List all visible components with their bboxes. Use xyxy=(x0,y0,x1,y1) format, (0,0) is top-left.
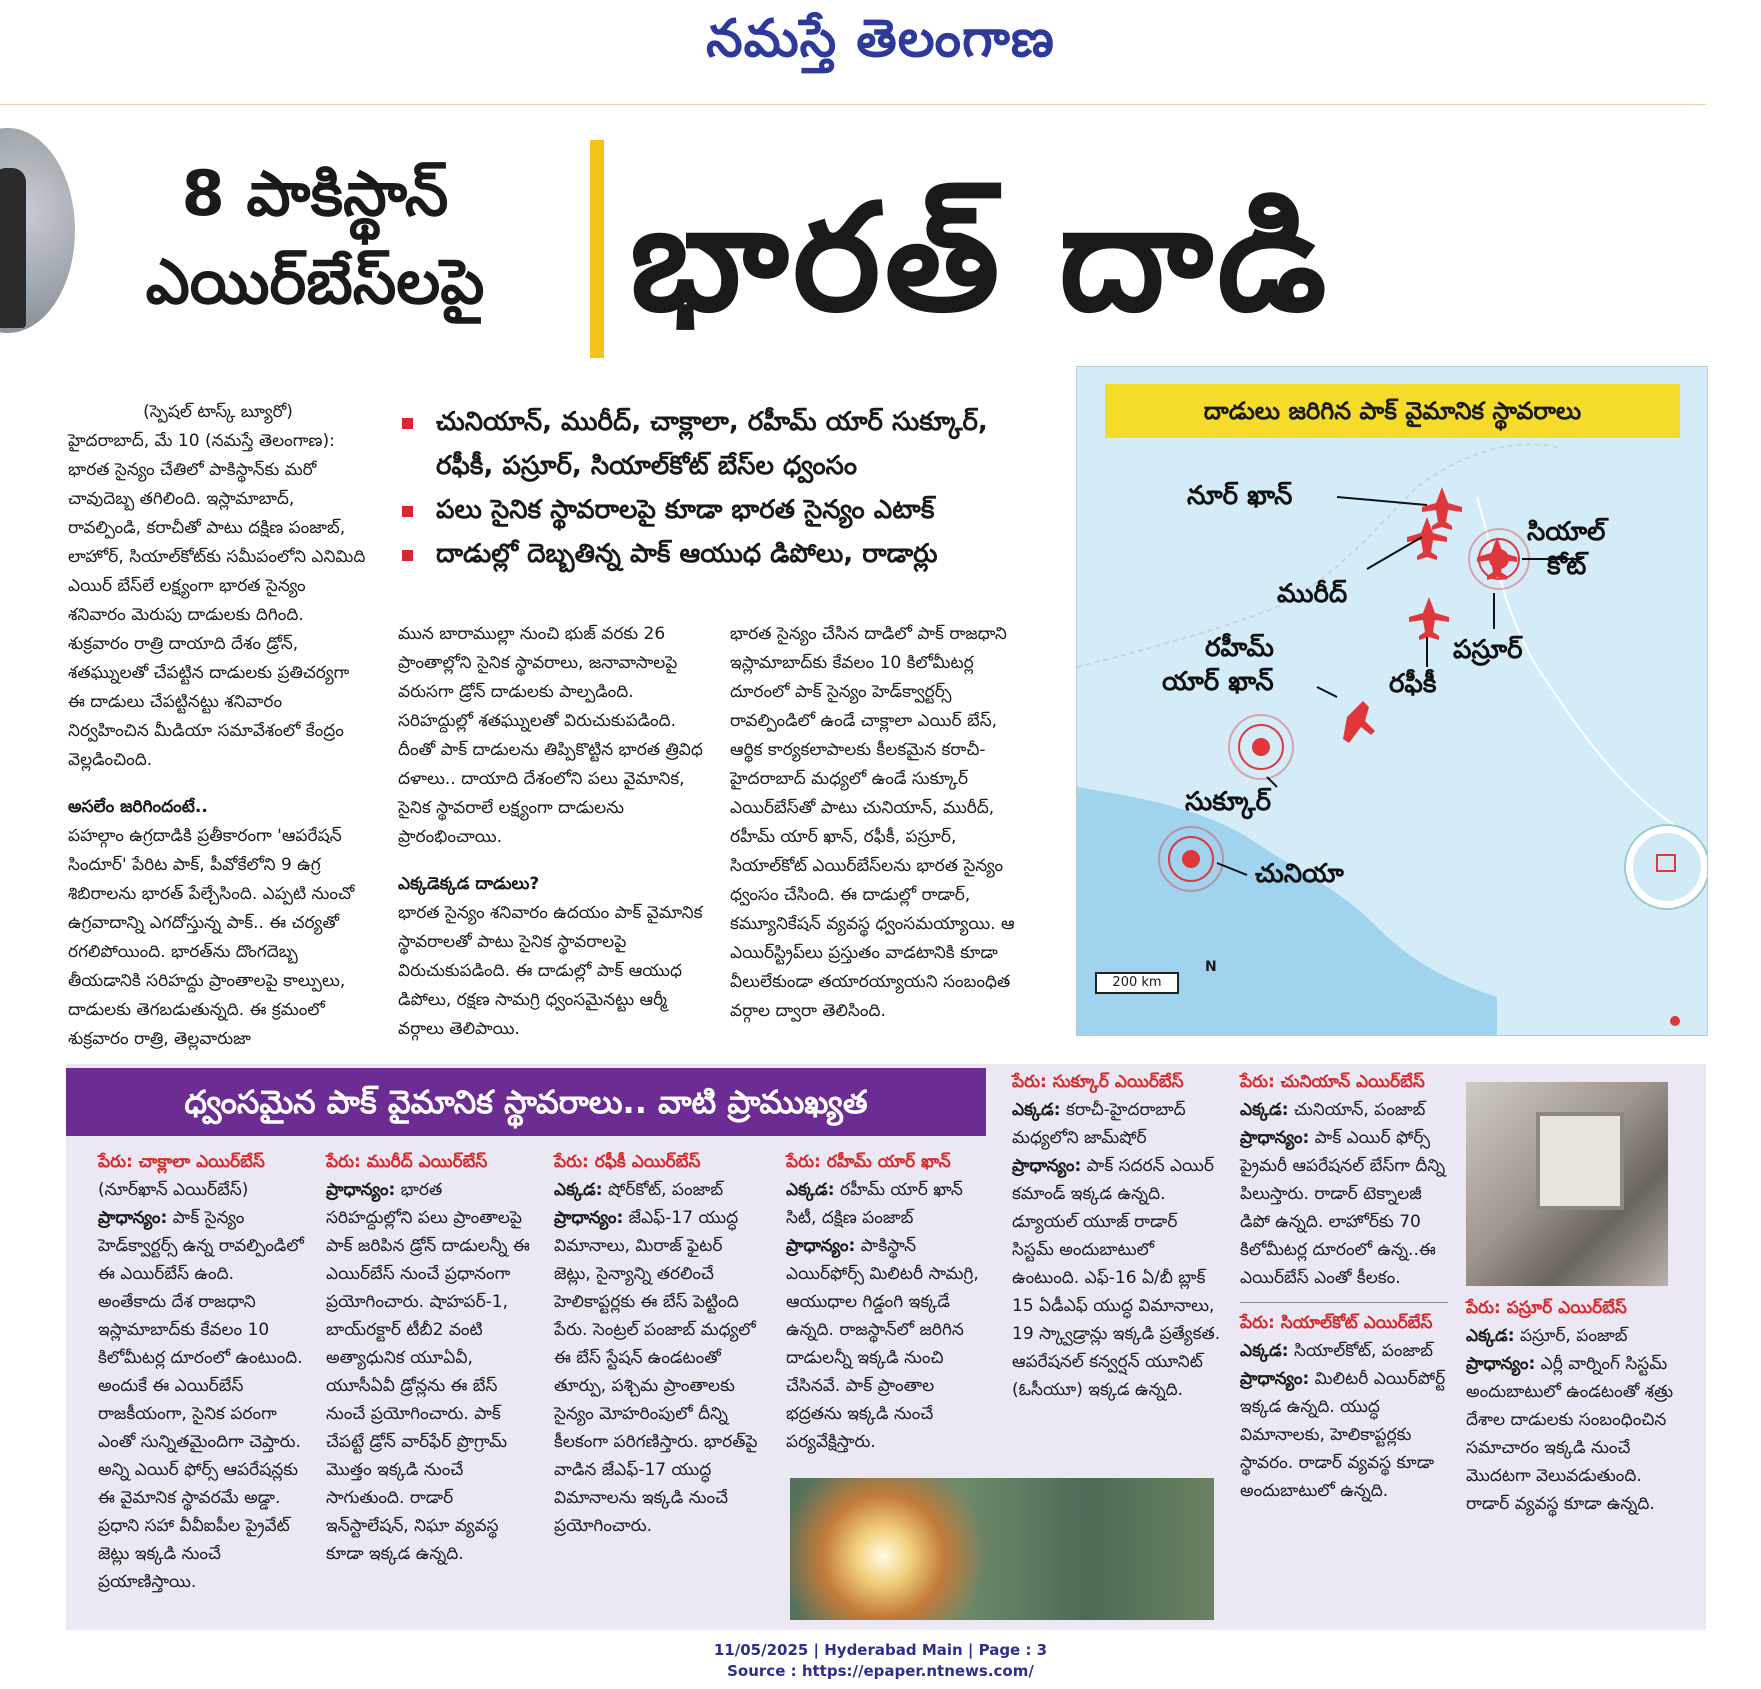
key-point: పలు సైనిక స్థావరాలపై కూడా భారత సైన్యం ఎటాక్ xyxy=(398,488,1038,532)
base-location: పస్రూర్, పంజాబ్ xyxy=(1519,1326,1628,1346)
column-divider xyxy=(1240,1302,1448,1303)
base-alias: (నూర్‌ఖాన్ ఎయిర్‌బేస్) xyxy=(98,1180,249,1200)
importance-label: ప్రాధాన్యం: xyxy=(1240,1369,1310,1389)
location-label: ఎక్కడ: xyxy=(1240,1341,1289,1361)
base-location: రహీమ్ యార్ ఖాన్ సిటీ, దక్షిణ పంజాబ్ xyxy=(786,1180,963,1228)
base-murid xyxy=(326,1148,534,1568)
base-pasrur xyxy=(1466,1294,1678,1518)
airbase-map xyxy=(1076,366,1708,1036)
lead-paragraph-1: హైదరాబాద్, మే 10 (నమస్తే తెలంగాణ): భారత సైన్యం చేతిలో పాకిస్థాన్‌కు మరో చావుదెబ్బ తగిలింది. ఇస్లామాబాద్, రావల్పిండి, కరాచీతో పాటు దక్షిణ పంజాబ్, లాహోర్, సియాల్‌కోట్‌కు సమీపంలోని ఎనిమిది ఎయిర్ బేస్‌లే లక్ష్యంగా భారత సైన్యం శనివారం మెరుపు దాడులకు దిగింది. శుక్రవారం రాత్రి దాయాది దేశం డ్రోన్, శతఘ్నులతో చేపట్టిన దాడులకు ప్రతిచర్యగా ఈ దాడులు చేపట్టినట్టు శనివారం నిర్వహించిన మీడియా సమావేశంలో కేంద్రం వెల్లడించింది. xyxy=(68,431,366,770)
key-points xyxy=(398,400,1038,576)
byline: (స్పెషల్ టాస్క్ బ్యూరో) xyxy=(143,402,293,422)
map-label-rahim: రహీమ్ xyxy=(1205,633,1274,663)
lead-paragraph-2: పహల్గాం ఉగ్రదాడికి ప్రతీకారంగా 'ఆపరేషన్ సిందూర్' పేరిట పాక్, పీవోకేలోని 9 ఉగ్ర శిబిరాలను భారత్ పేల్చేసింది. ఎప్పటి నుంచో ఉగ్రవాదాన్ని ఎగదోస్తున్న పాక్.. ఈ చర్యతో రగలిపోయింది. భారత్‌ను దొంగదెబ్బ తీయడానికి సరిహద్దు ప్రాంతాలపై కాల్పులు, దాడులకు తెగబడుతున్నది. ఈ క్రమంలో శుక్రవారం రాత్రి, తెల్లవారుజా xyxy=(68,826,355,1049)
base-chaklala xyxy=(98,1148,306,1596)
location-label: ఎక్కడ: xyxy=(554,1180,603,1200)
base-name: పేరు: చాక్లాలా ఎయిర్‌బేస్ xyxy=(98,1152,265,1172)
map-title: దాడులు జరిగిన పాక్ వైమానిక స్థావరాలు xyxy=(1105,384,1680,438)
base-importance: మిలిటరీ ఎయిర్‌పోర్ట్ ఇక్కడ ఉన్నది. యుద్ధ విమానాలకు, హెలికాప్టర్లకు స్థావరం. రాడార్ వ్యవస్థ కూడా అందుబాటులో ఉన్నది. xyxy=(1240,1369,1446,1501)
map-label-rahim-2: యార్ ఖాన్ xyxy=(1162,667,1274,697)
base-location: సియాల్‌కోట్, పంజాబ్ xyxy=(1293,1341,1434,1361)
base-chunian xyxy=(1240,1068,1448,1505)
north-arrow: N xyxy=(1205,959,1217,975)
base-name: పేరు: రఫీకీ ఎయిర్‌బేస్ xyxy=(554,1152,701,1172)
location-label: ఎక్కడ: xyxy=(786,1180,835,1200)
base-importance: ఎర్లీ వార్నింగ్ సిస్టమ్ అందుబాటులో ఉండటంతో శత్రు దేశాల దాడులకు సంబంధించిన సమాచారం ఇక్కడి నుంచే మొదటగా వెలువడుతుంది. రాడార్ వ్యవస్థ కూడా ఉన్నది. xyxy=(1466,1354,1674,1514)
map-label-sukkur: సుక్కూర్ xyxy=(1185,787,1271,817)
masthead-rule xyxy=(0,104,1706,105)
map-label-rafiki: రఫీకీ xyxy=(1389,669,1437,699)
base-importance: భారత సరిహద్దుల్లోని పలు ప్రాంతాలపై పాక్ జరిపిన డ్రోన్ దాడులన్నీ ఈ ఎయిర్‌బేస్ నుంచే ప్రధానంగా ప్రయోగించారు. షాహపర్-1, బాయ్‌రక్టార్ టీబీ2 వంటి అత్యాధునిక యూఏవీ, యూసీఏవీ డ్రోన్లను ఈ బేస్ నుంచే ప్రయోగించారు. పాక్ చేపట్టే డ్రోన్ వార్‌ఫేర్ ప్రొగ్రామ్ మొత్తం ఇక్కడి నుంచే సాగుతుంది. రాడార్ ఇన్‌స్టాలేషన్, నిఘా వ్యవస్థ కూడా ఇక్కడ ఉన్నది. xyxy=(326,1180,530,1564)
damaged-building-photo xyxy=(1466,1082,1668,1286)
map-label-pasrur: పస్రూర్ xyxy=(1453,635,1523,665)
lead-paragraph-3: మున బారాముల్లా నుంచి భుజ్ వరకు 26 ప్రాంతాల్లోని సైనిక స్థావరాలు, జనావాసాలపై వరుసగా డ్రోన్ దాడులకు పాల్పడింది. సరిహద్దుల్లో శతఘ్నులతో విరుచుకుపడింది. దీంతో పాక్ దాడులను తిప్పికొట్టిన భారత త్రివిధ దళాలు.. దాయాది దేశంలోని పలు వైమానిక, సైనిక స్థావరాలే లక్ష్యంగా దాడులను ప్రారంభించాయి. xyxy=(398,624,703,847)
location-label: ఎక్కడ: xyxy=(1466,1326,1515,1346)
map-graphic xyxy=(1077,367,1707,1035)
masthead-logo: నమస్తే తెలంగాణ xyxy=(706,8,1055,69)
map-label-sialkot: సియాల్ xyxy=(1527,517,1606,547)
sub-headline-line-2: ఎయిర్‌బేస్‌లపై xyxy=(145,245,485,318)
importance-label: ప్రాధాన్యం: xyxy=(1466,1354,1536,1374)
importance-label: ప్రాధాన్యం: xyxy=(1240,1128,1310,1148)
sub-headline xyxy=(80,150,550,326)
base-importance: జేఎఫ్-17 యుద్ధ విమానాలు, మిరాజ్ ఫైటర్ జెట్లు, సైన్యాన్ని తరలించే హెలికాప్టర్లకు ఈ బేస్ పెట్టింది పేరు. సెంట్రల్ పంజాబ్ మధ్యలో ఈ బేస్ స్టేషన్ ఉండటంతో తూర్పు, పశ్చిమ ప్రాంతాలకు సైన్యం మోహరింపులో దీన్ని కీలకంగా పరిగణిస్తారు. భారత్‌పై వాడిన జేఎఫ్-17 యుద్ధ విమానాలను ఇక్కడి నుంచే ప్రయోగించారు. xyxy=(554,1208,758,1536)
base-rafiki xyxy=(554,1148,762,1540)
importance-label: ప్రాధాన్యం: xyxy=(1012,1156,1082,1176)
base-sukkur xyxy=(1012,1068,1222,1404)
base-location: షోర్‌కోట్, పంజాబ్ xyxy=(607,1180,724,1200)
importance-label: ప్రాధాన్యం: xyxy=(98,1208,168,1228)
map-label-chunian: చునియా xyxy=(1255,859,1344,889)
base-name: పేరు: మురీద్ ఎయిర్‌బేస్ xyxy=(326,1152,488,1172)
page-footer xyxy=(0,1640,1761,1682)
key-point: దాడుల్లో దెబ్బతిన్న పాక్ ఆయుధ డిపోలు, రాడార్లు xyxy=(398,532,1038,576)
base-name: పేరు: చునియాన్ ఎయిర్‌బేస్ xyxy=(1240,1072,1425,1092)
importance-label: ప్రాధాన్యం: xyxy=(326,1180,396,1200)
base-name: పేరు: పస్రూర్ ఎయిర్‌బేస్ xyxy=(1466,1298,1627,1318)
main-headline: భారత్ దాడి xyxy=(630,172,1331,344)
base-name: పేరు: సుక్కూర్ ఎయిర్‌బేస్ xyxy=(1012,1072,1184,1092)
explosion-photo xyxy=(790,1478,1214,1620)
location-label: ఎక్కడ: xyxy=(1240,1100,1289,1120)
lead-column-1 xyxy=(68,398,368,1054)
base-name: పేరు: రహీమ్ యార్ ఖాన్ xyxy=(786,1152,951,1172)
base-location: కరాచీ-హైదరాబాద్ మధ్యలోని జామ్‌షోర్ xyxy=(1012,1100,1186,1148)
soldier-photo xyxy=(0,128,75,333)
jet-icons xyxy=(1343,487,1517,743)
key-point: చునియాన్, మురీద్, చాక్లాలా, రహీమ్ యార్ సుక్కూర్, రఫీకీ, పస్రూర్, సియాల్‌కోట్ బేస్‌ల ధ్వంసం xyxy=(398,400,1038,488)
lead-column-3 xyxy=(730,620,1030,1026)
base-importance: పాక్ సైన్యం హెడ్‌క్వార్టర్స్ ఉన్న రావల్పిండిలో ఈ ఎయిర్‌బేస్ ఉంది. అంతేకాదు దేశ రాజధాని ఇస్లామాబాద్‌కు కేవలం 10 కిలోమీటర్ల దూరంలో ఉంటుంది. అందుకే ఈ ఎయిర్‌బేస్ రాజకీయంగా, సైనిక పరంగా ఎంతో సున్నితమైందిగా చెప్తారు. అన్ని ఎయిర్ ఫోర్స్ ఆపరేషన్లకు ఈ వైమానిక స్థావరమే అడ్డా. ప్రధాని సహా వీవీఐపీల ప్రైవేట్ జెట్లు ఇక్కడి నుంచే ప్రయాణిస్తాయి. xyxy=(98,1208,304,1592)
map-scale: 200 km xyxy=(1095,972,1179,994)
base-name: పేరు: సియాల్‌కోట్ ఎయిర్‌బేస్ xyxy=(1240,1313,1433,1333)
lead-paragraph-5: భారత సైన్యం చేసిన దాడిలో పాక్ రాజధాని ఇస్లామాబాద్‌కు కేవలం 10 కిలోమీటర్ల దూరంలో పాక్ సైన్యం హెడ్‌క్వార్టర్స్ రావల్పిండిలో ఉండే చాక్లాలా ఎయిర్ బేస్, ఆర్థిక కార్యకలాపాలకు కీలకమైన కరాచీ-హైదరాబాద్ మధ్యలో ఉండే సుక్కూర్ ఎయిర్‌బేస్‌తో పాటు చునియాన్, మురీద్, రహీమ్ యార్ ఖాన్, రఫీకీ, పస్రూర్, సియాల్‌కోట్ ఎయిర్‌బేస్‌లను భారత సైన్యం ధ్వంసం చేసింది. ఈ దాడుల్లో రాడార్, కమ్యూనికేషన్ వ్యవస్థ ధ్వంసమయ్యాయి. ఆ ఎయిర్‌స్ట్రిప్‌లు ప్రస్తుతం వాడటానికి కూడా వీలులేకుండా తయారయ్యాయని సంబంధిత వర్గాల ద్వారా తెలిసింది. xyxy=(730,624,1015,1021)
lead-column-2 xyxy=(398,620,713,1044)
importance-label: ప్రాధాన్యం: xyxy=(554,1208,624,1228)
map-label-sialkot-2: కోట్ xyxy=(1547,551,1587,581)
importance-label: ప్రాధాన్యం: xyxy=(786,1236,856,1256)
lead-paragraph-4: భారత సైన్యం శనివారం ఉదయం పాక్ వైమానిక స్థావరాలతో పాటు సైనిక స్థావరాలపై విరుచుకుపడింది. ఈ దాడుల్లో పాక్ ఆయుధ డిపోలు, రక్షణ సామగ్రి ధ్వంసమైనట్టు ఆర్మీ వర్గాలు తెలిపాయి. xyxy=(398,903,703,1039)
footer-source-link[interactable]: Source : https://epaper.ntnews.com/ xyxy=(727,1662,1034,1680)
base-importance: పాక్ ఎయిర్ ఫోర్స్ ప్రైమరీ ఆపరేషనల్ బేస్‌గా దీన్ని పిలుస్తారు. రాడార్ టెక్నాలజీ డిపో ఉన్నది. లాహోర్‌కు 70 కిలోమీటర్ల దూరంలో ఉన్న..ఈ ఎయిర్‌బేస్ ఎంతో కీలకం. xyxy=(1240,1128,1446,1288)
target-sukkur xyxy=(1229,715,1293,779)
base-location: చునియాన్, పంజాబ్ xyxy=(1293,1100,1426,1120)
base-rahim-yar-khan xyxy=(786,1148,994,1456)
headline-divider xyxy=(590,140,604,358)
subhead-what-happened: అసలేం జరిగిందంటే.. xyxy=(68,797,208,817)
map-label-nur-khan: నూర్ ఖాన్ xyxy=(1187,481,1293,511)
subhead-where-attacks: ఎక్కడెక్కడ దాడులు? xyxy=(398,874,540,894)
base-importance: పాక్ సదరన్ ఎయిర్ కమాండ్ ఇక్కడ ఉన్నది. డ్యూయల్ యూజ్ రాడార్ సిస్టమ్ అందుబాటులో ఉంటుంది. ఎఫ్-16 ఏ/బీ బ్లాక్ 15 ఏడీఎఫ్ యుద్ధ విమానాలు, 19 స్క్వాడ్రాన్లు ఇక్కడి ప్రత్యేకత. ఆపరేషనల్ కన్వర్షన్ యూనిట్ (ఓసీయూ) ఇక్కడ ఉన్నది. xyxy=(1012,1156,1221,1400)
target-chunian xyxy=(1159,827,1223,891)
section-banner: ధ్వంసమైన పాక్ వైమానిక స్థావరాలు.. వాటి ప్రాముఖ్యత xyxy=(66,1068,986,1136)
footer-date-edition: 11/05/2025 | Hyderabad Main | Page : 3 xyxy=(713,1641,1048,1659)
map-label-murid: మురీద్ xyxy=(1277,579,1348,609)
location-label: ఎక్కడ: xyxy=(1012,1100,1061,1120)
base-importance: పాకిస్థాన్ ఎయిర్‌ఫోర్స్ మిలిటరీ సామగ్రి, ఆయుధాల గిడ్డంగి ఇక్కడే ఉన్నది. రాజస్థాన్‌లో జరిగిన దాడులన్నీ ఇక్కడి నుంచి చేసినవే. పాక్ ప్రాంతాల భద్రతను ఇక్కడి నుంచే పర్యవేక్షిస్తారు. xyxy=(786,1236,979,1452)
sub-headline-line-1: 8 పాకిస్థాన్ xyxy=(181,157,449,230)
